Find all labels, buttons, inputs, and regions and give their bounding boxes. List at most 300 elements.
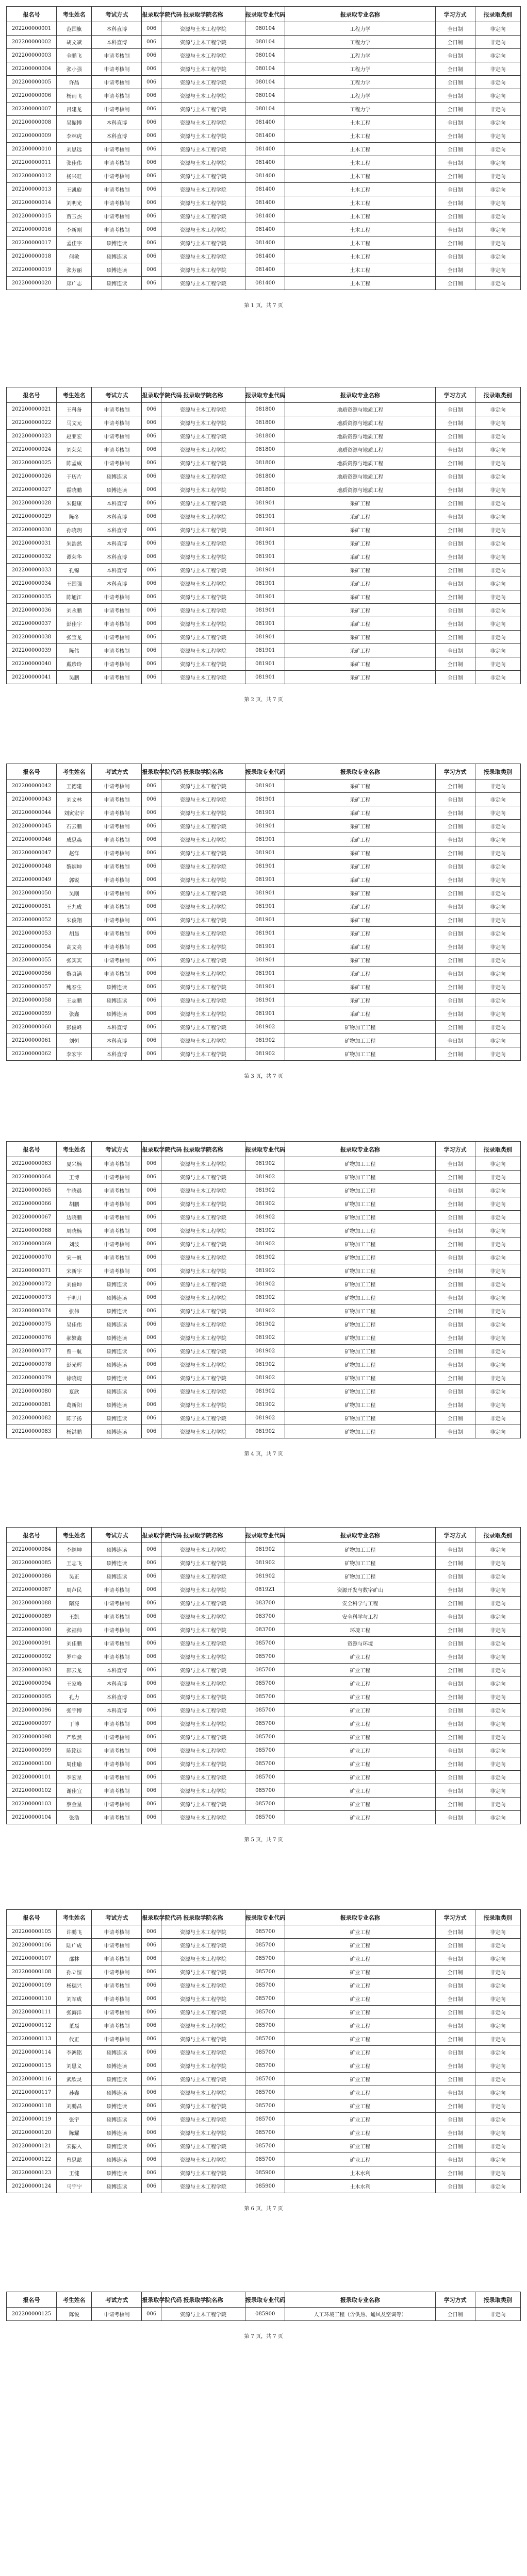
table-cell: 202200000006 — [7, 89, 57, 103]
table-cell: 申请考核制 — [92, 1798, 142, 1811]
table-cell: 矿业工程 — [285, 2032, 435, 2046]
table-cell: 王国强 — [57, 577, 92, 590]
table-cell: 全日制 — [435, 833, 475, 846]
table-cell: 081800 — [245, 456, 285, 470]
table-cell: 085900 — [245, 2308, 285, 2321]
table-cell: 006 — [142, 913, 161, 927]
table-cell: 非定向 — [475, 1556, 520, 1570]
table-cell: 081901 — [245, 671, 285, 684]
table-cell: 085700 — [245, 1650, 285, 1664]
table-cell: 资源与土木工程学院 — [161, 1610, 245, 1623]
table-cell: 矿物加工工程 — [285, 1184, 435, 1197]
table-cell: 非定向 — [475, 22, 520, 36]
table-cell: 081902 — [245, 1047, 285, 1061]
table-cell: 006 — [142, 1965, 161, 1979]
table-cell: 本科直博 — [92, 116, 142, 129]
table-cell: 资源与土木工程学院 — [161, 263, 245, 277]
table-cell: 矿物加工工程 — [285, 1412, 435, 1425]
table-cell: 081901 — [245, 631, 285, 644]
table-cell: 资源与土木工程学院 — [161, 483, 245, 497]
table-cell: 刘俊坤 — [57, 1278, 92, 1291]
table-cell: 006 — [142, 1637, 161, 1650]
table-cell: 宋新宇 — [57, 1264, 92, 1278]
table-cell: 资源与土木工程学院 — [161, 604, 245, 617]
column-header: 报录取类别 — [475, 387, 520, 403]
table-cell: 资源与土木工程学院 — [161, 1798, 245, 1811]
column-header: 考试方式 — [92, 1910, 142, 1925]
table-row — [7, 1784, 521, 1798]
table-cell: 202200000024 — [7, 443, 57, 456]
table-cell: 资源与土木工程学院 — [161, 1304, 245, 1318]
table-cell: 矿业工程 — [285, 1811, 435, 1824]
table-cell: 全日制 — [435, 2113, 475, 2126]
table-cell: 资源与土木工程学院 — [161, 860, 245, 873]
table-cell: 081902 — [245, 1543, 285, 1556]
table-row — [7, 1570, 521, 1583]
table-cell: 006 — [142, 1251, 161, 1264]
table-cell: 非定向 — [475, 913, 520, 927]
table-cell: 非定向 — [475, 550, 520, 564]
table-cell: 202200000039 — [7, 644, 57, 657]
table-cell: 全日制 — [435, 617, 475, 631]
table-cell: 081902 — [245, 1278, 285, 1291]
table-row — [7, 1157, 521, 1171]
column-header: 考试方式 — [92, 1528, 142, 1543]
table-cell: 085900 — [245, 2180, 285, 2193]
table-cell: 本科直博 — [92, 1677, 142, 1690]
table-row — [7, 1264, 521, 1278]
page-1 — [0, 0, 527, 379]
table-cell: 全日制 — [435, 2140, 475, 2153]
table-cell: 全日制 — [435, 76, 475, 89]
table-cell: 王科备 — [57, 403, 92, 416]
table-cell: 资源与土木工程学院 — [161, 1211, 245, 1224]
table-row — [7, 1184, 521, 1197]
table-cell: 申请考核制 — [92, 1264, 142, 1278]
table-cell: 申请考核制 — [92, 846, 142, 860]
table-cell: 申请考核制 — [92, 183, 142, 196]
table-cell: 006 — [142, 1358, 161, 1371]
table-cell: 申请考核制 — [92, 806, 142, 820]
table-cell: 资源与土木工程学院 — [161, 2073, 245, 2086]
table-cell: 周佳瑜 — [57, 1757, 92, 1771]
table-cell: 采矿工程 — [285, 537, 435, 550]
table-cell: 硕博连读 — [92, 1425, 142, 1438]
table-cell: 081902 — [245, 1157, 285, 1171]
table-row — [7, 833, 521, 846]
table-cell: 085700 — [245, 2113, 285, 2126]
table-cell: 非定向 — [475, 1798, 520, 1811]
table-cell: 081800 — [245, 430, 285, 443]
table-cell: 081400 — [245, 129, 285, 143]
table-cell: 006 — [142, 806, 161, 820]
page-7 — [0, 2285, 527, 2576]
table-cell: 张宾宾 — [57, 954, 92, 967]
table-cell: 资源与土木工程学院 — [161, 430, 245, 443]
column-header: 学习方式 — [435, 1142, 475, 1157]
table-cell: 全日制 — [435, 36, 475, 49]
table-cell: 非定向 — [475, 116, 520, 129]
table-cell: 矿业工程 — [285, 2153, 435, 2166]
table-cell: 孟佳宇 — [57, 236, 92, 250]
table-cell: 矿业工程 — [285, 1784, 435, 1798]
table-cell: 全日制 — [435, 793, 475, 806]
table-cell: 采矿工程 — [285, 873, 435, 887]
table-cell: 资源与土木工程学院 — [161, 820, 245, 833]
table-cell: 非定向 — [475, 577, 520, 590]
table-cell: 006 — [142, 1224, 161, 1238]
table-cell: 土木工程 — [285, 170, 435, 183]
table-cell: 资源与土木工程学院 — [161, 1184, 245, 1197]
table-cell: 资源与土木工程学院 — [161, 537, 245, 550]
table-cell: 全日制 — [435, 954, 475, 967]
table-row — [7, 523, 521, 537]
table-cell: 081901 — [245, 954, 285, 967]
table-cell: 何敏 — [57, 250, 92, 263]
table-cell: 全日制 — [435, 403, 475, 416]
table-cell: 081902 — [245, 1251, 285, 1264]
table-cell: 081901 — [245, 523, 285, 537]
table-cell: 资源与土木工程学院 — [161, 779, 245, 793]
table-cell: 资源与土木工程学院 — [161, 497, 245, 510]
table-row — [7, 806, 521, 820]
table-cell: 非定向 — [475, 671, 520, 684]
table-cell: 资源与土木工程学院 — [161, 994, 245, 1007]
table-cell: 非定向 — [475, 1992, 520, 2006]
table-cell: 曾思懿 — [57, 2153, 92, 2166]
table-cell: 非定向 — [475, 1939, 520, 1952]
table-cell: 非定向 — [475, 2099, 520, 2113]
table-cell: 202200000058 — [7, 994, 57, 1007]
table-cell: 085700 — [245, 2019, 285, 2032]
table-cell: 202200000085 — [7, 1556, 57, 1570]
table-cell: 本科直博 — [92, 1034, 142, 1047]
table-cell: 硕博连读 — [92, 1291, 142, 1304]
table-row — [7, 1331, 521, 1345]
table-cell: 全日制 — [435, 2153, 475, 2166]
table-row — [7, 2166, 521, 2180]
table-cell: 全日制 — [435, 183, 475, 196]
table-cell: 081901 — [245, 980, 285, 994]
table-cell: 地质资源与地质工程 — [285, 470, 435, 483]
table-cell: 非定向 — [475, 2006, 520, 2019]
table-cell: 许晶 — [57, 76, 92, 89]
table-cell: 非定向 — [475, 1623, 520, 1637]
table-cell: 081400 — [245, 116, 285, 129]
table-cell: 006 — [142, 1007, 161, 1021]
table-cell: 申请考核制 — [92, 793, 142, 806]
table-cell: 006 — [142, 263, 161, 277]
table-cell: 全日制 — [435, 1939, 475, 1952]
table-cell: 安全科学与工程 — [285, 1610, 435, 1623]
table-cell: 采矿工程 — [285, 657, 435, 671]
table-cell: 矿业工程 — [285, 1731, 435, 1744]
table-cell: 范国旗 — [57, 22, 92, 36]
table-cell: 006 — [142, 62, 161, 76]
table-cell: 非定向 — [475, 250, 520, 263]
table-cell: 202200000005 — [7, 76, 57, 89]
table-cell: 202200000064 — [7, 1171, 57, 1184]
table-cell: 申请考核制 — [92, 89, 142, 103]
column-header: 考生姓名 — [57, 1910, 92, 1925]
table-cell: 202200000123 — [7, 2166, 57, 2180]
table-cell: 非定向 — [475, 994, 520, 1007]
table-cell: 孔力 — [57, 1690, 92, 1704]
table-cell: 081902 — [245, 1570, 285, 1583]
table-cell: 非定向 — [475, 2046, 520, 2059]
table-cell: 申请考核制 — [92, 954, 142, 967]
table-cell: 硕博连读 — [92, 277, 142, 290]
table-cell: 采矿工程 — [285, 590, 435, 604]
table-cell: 085700 — [245, 2073, 285, 2086]
table-cell: 王凯 — [57, 1610, 92, 1623]
table-cell: 202200000057 — [7, 980, 57, 994]
table-cell: 资源与土木工程学院 — [161, 1171, 245, 1184]
table-cell: 非定向 — [475, 2126, 520, 2140]
table-cell: 资源与土木工程学院 — [161, 1784, 245, 1798]
table-cell: 资源与土木工程学院 — [161, 1291, 245, 1304]
table-cell: 202200000097 — [7, 1717, 57, 1731]
table-cell: 申请考核制 — [92, 1184, 142, 1197]
table-cell: 085700 — [245, 1677, 285, 1690]
table-header-row — [7, 2292, 521, 2308]
table-cell: 全日制 — [435, 2180, 475, 2193]
table-cell: 202200000111 — [7, 2006, 57, 2019]
table-cell: 张佳伟 — [57, 156, 92, 170]
table-cell: 非定向 — [475, 1677, 520, 1690]
table-cell: 全日制 — [435, 1979, 475, 1992]
table-cell: 资源与土木工程学院 — [161, 1677, 245, 1690]
column-header: 报录取学院名称 — [161, 2292, 245, 2308]
table-cell: 全日制 — [435, 1425, 475, 1438]
table-cell: 006 — [142, 1939, 161, 1952]
table-cell: 全日制 — [435, 1034, 475, 1047]
table-cell: 采矿工程 — [285, 631, 435, 644]
table-cell: 黎真满 — [57, 967, 92, 980]
table-cell: 非定向 — [475, 1690, 520, 1704]
column-header: 考试方式 — [92, 2292, 142, 2308]
table-row — [7, 1664, 521, 1677]
table-cell: 081901 — [245, 657, 285, 671]
page-footer: 第 6 页，共 7 页 — [244, 2206, 283, 2212]
table-cell: 006 — [142, 2126, 161, 2140]
table-cell: 非定向 — [475, 49, 520, 62]
table-cell: 006 — [142, 1345, 161, 1358]
table-cell: 006 — [142, 89, 161, 103]
table-cell: 085700 — [245, 2006, 285, 2019]
table-cell: 矿业工程 — [285, 1979, 435, 1992]
table-cell: 硕博连读 — [92, 2153, 142, 2166]
table-cell: 202200000088 — [7, 1597, 57, 1610]
table-row — [7, 1358, 521, 1371]
table-row — [7, 1007, 521, 1021]
table-cell: 006 — [142, 657, 161, 671]
table-cell: 资源与土木工程学院 — [161, 103, 245, 116]
table-row — [7, 644, 521, 657]
table-cell: 全日制 — [435, 1556, 475, 1570]
results-table — [6, 1527, 521, 1824]
table-cell: 吴振博 — [57, 116, 92, 129]
table-row — [7, 1597, 521, 1610]
table-cell: 资源与土木工程学院 — [161, 1690, 245, 1704]
table-row — [7, 2059, 521, 2073]
table-cell: 王健 — [57, 2166, 92, 2180]
table-cell: 采矿工程 — [285, 900, 435, 913]
table-cell: 202200000070 — [7, 1251, 57, 1264]
table-cell: 202200000004 — [7, 62, 57, 76]
table-cell: 刘波 — [57, 1238, 92, 1251]
table-cell: 081901 — [245, 820, 285, 833]
table-cell: 202200000102 — [7, 1784, 57, 1798]
table-cell: 非定向 — [475, 900, 520, 913]
table-cell: 非定向 — [475, 1650, 520, 1664]
table-cell: 资源与土木工程学院 — [161, 1570, 245, 1583]
table-cell: 资源与土木工程学院 — [161, 1412, 245, 1425]
table-cell: 006 — [142, 2180, 161, 2193]
table-cell: 全日制 — [435, 1211, 475, 1224]
table-cell: 006 — [142, 1952, 161, 1965]
table-cell: 006 — [142, 143, 161, 156]
table-header-row — [7, 387, 521, 403]
column-header: 报录取专业代码 — [245, 7, 285, 22]
table-cell: 采矿工程 — [285, 967, 435, 980]
table-cell: 081902 — [245, 1358, 285, 1371]
table-cell: 硕博连读 — [92, 483, 142, 497]
table-cell: 矿物加工工程 — [285, 1570, 435, 1583]
table-cell: 矿业工程 — [285, 2006, 435, 2019]
column-header: 报录取专业名称 — [285, 387, 435, 403]
table-row — [7, 1637, 521, 1650]
table-cell: 张小强 — [57, 62, 92, 76]
table-cell: 本科直博 — [92, 497, 142, 510]
table-cell: 资源与土木工程学院 — [161, 967, 245, 980]
table-cell: 董磊 — [57, 2019, 92, 2032]
table-cell: 全日制 — [435, 657, 475, 671]
table-cell: 085700 — [245, 1757, 285, 1771]
table-cell: 006 — [142, 403, 161, 416]
table-cell: 081901 — [245, 900, 285, 913]
table-cell: 张浩 — [57, 1811, 92, 1824]
table-cell: 矿物加工工程 — [285, 1047, 435, 1061]
table-cell: 采矿工程 — [285, 550, 435, 564]
table-cell: 非定向 — [475, 1184, 520, 1197]
table-cell: 085700 — [245, 1771, 285, 1784]
table-cell: 王德建 — [57, 779, 92, 793]
table-cell: 081901 — [245, 644, 285, 657]
table-cell: 006 — [142, 183, 161, 196]
table-cell: 资源与土木工程学院 — [161, 671, 245, 684]
table-cell: 全日制 — [435, 196, 475, 210]
table-cell: 006 — [142, 1238, 161, 1251]
table-row — [7, 236, 521, 250]
table-cell: 吴佳伟 — [57, 1318, 92, 1331]
table-cell: 全日制 — [435, 1398, 475, 1412]
table-cell: 资源与土木工程学院 — [161, 250, 245, 263]
table-cell: 黎炳坤 — [57, 860, 92, 873]
table-cell: 矿物加工工程 — [285, 1171, 435, 1184]
table-cell: 202200000106 — [7, 1939, 57, 1952]
table-cell: 081902 — [245, 1425, 285, 1438]
table-cell: 202200000082 — [7, 1412, 57, 1425]
table-cell: 非定向 — [475, 1757, 520, 1771]
table-cell: 非定向 — [475, 1171, 520, 1184]
table-cell: 085900 — [245, 2166, 285, 2180]
table-cell: 采矿工程 — [285, 954, 435, 967]
table-cell: 全日制 — [435, 1371, 475, 1385]
table-cell: 矿物加工工程 — [285, 1157, 435, 1171]
table-cell: 杨洪鹏 — [57, 1425, 92, 1438]
table-cell: 006 — [142, 1425, 161, 1438]
table-cell: 孙立恒 — [57, 1965, 92, 1979]
table-cell: 006 — [142, 1811, 161, 1824]
table-cell: 202200000116 — [7, 2073, 57, 2086]
table-cell: 非定向 — [475, 2166, 520, 2180]
table-cell: 资源与土木工程学院 — [161, 1034, 245, 1047]
table-row — [7, 604, 521, 617]
table-cell: 083700 — [245, 1623, 285, 1637]
table-cell: 全日制 — [435, 89, 475, 103]
page-footer: 第 4 页，共 7 页 — [244, 1451, 283, 1457]
table-cell: 张宇博 — [57, 1704, 92, 1717]
table-cell: 非定向 — [475, 1358, 520, 1371]
table-cell: 资源开发与数字矿山 — [285, 1583, 435, 1597]
table-cell: 006 — [142, 443, 161, 456]
table-cell: 申请考核制 — [92, 1583, 142, 1597]
table-cell: 刘佳鹏 — [57, 1637, 92, 1650]
table-cell: 资源与土木工程学院 — [161, 1385, 245, 1398]
table-cell: 非定向 — [475, 1278, 520, 1291]
table-cell: 非定向 — [475, 263, 520, 277]
table-cell: 矿物加工工程 — [285, 1331, 435, 1345]
table-cell: 申请考核制 — [92, 430, 142, 443]
table-cell: 申请考核制 — [92, 873, 142, 887]
table-cell: 资源与土木工程学院 — [161, 1278, 245, 1291]
column-header: 报录取学院代码 — [142, 1142, 161, 1157]
column-header: 报录取学院代码 — [142, 764, 161, 779]
table-row — [7, 954, 521, 967]
table-cell: 006 — [142, 2153, 161, 2166]
table-cell: 202200000029 — [7, 510, 57, 523]
table-cell: 202200000094 — [7, 1677, 57, 1690]
table-cell: 006 — [142, 1610, 161, 1623]
table-cell: 资源与土木工程学院 — [161, 1623, 245, 1637]
table-cell: 采矿工程 — [285, 927, 435, 940]
table-cell: 006 — [142, 210, 161, 223]
table-cell: 资源与土木工程学院 — [161, 1556, 245, 1570]
table-cell: 202200000052 — [7, 913, 57, 927]
table-cell: 资源与土木工程学院 — [161, 1021, 245, 1034]
table-cell: 非定向 — [475, 143, 520, 156]
table-cell: 081902 — [245, 1371, 285, 1385]
table-cell: 申请考核制 — [92, 1771, 142, 1784]
table-row — [7, 1385, 521, 1398]
page-footer: 第 2 页，共 7 页 — [244, 697, 283, 703]
table-row — [7, 1543, 521, 1556]
table-cell: 006 — [142, 2113, 161, 2126]
table-row — [7, 1690, 521, 1704]
table-cell: 硕博连读 — [92, 1358, 142, 1371]
table-cell: 土木工程 — [285, 116, 435, 129]
table-cell: 非定向 — [475, 617, 520, 631]
table-cell: 006 — [142, 2099, 161, 2113]
table-cell: 006 — [142, 900, 161, 913]
table-cell: 邵林 — [57, 1952, 92, 1965]
table-cell: 081901 — [245, 873, 285, 887]
table-cell: 202200000011 — [7, 156, 57, 170]
table-cell: 申请考核制 — [92, 1992, 142, 2006]
table-cell: 申请考核制 — [92, 1623, 142, 1637]
table-cell: 006 — [142, 1398, 161, 1412]
